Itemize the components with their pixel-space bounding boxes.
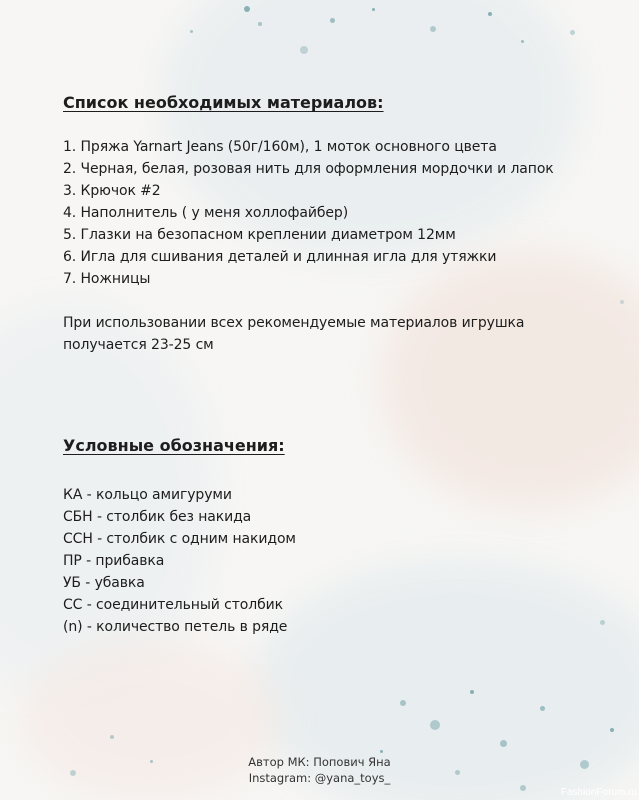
materials-heading: Список необходимых материалов: (63, 93, 384, 112)
legend-heading: Условные обозначения: (63, 436, 285, 455)
legend-item: СС - соединительный столбик (63, 597, 283, 613)
footer-instagram: Instagram: @yana_toys_ (248, 771, 391, 785)
legend-item: (n) - количество петель в ряде (63, 619, 288, 635)
footer-author: Автор МК: Попович Яна (248, 755, 391, 769)
watermark: FashionForum.ru (560, 787, 637, 798)
footer (0, 754, 639, 786)
legend-item: СБН - столбик без накида (63, 509, 252, 525)
materials-item: 5. Глазки на безопасном креплении диаметром 12мм (63, 227, 456, 243)
materials-note: При использовании всех рекомендуемые материалов игрушка (63, 315, 525, 331)
legend-item: ПР - прибавка (63, 553, 165, 569)
materials-item: 1. Пряжа Yarnart Jeans (50г/160м), 1 моток основного цвета (63, 139, 497, 155)
legend-item: КА - кольцо амигуруми (63, 487, 232, 503)
materials-item: 7. Ножницы (63, 271, 151, 287)
materials-note: получается 23-25 см (63, 337, 214, 353)
materials-item: 6. Игла для сшивания деталей и длинная игла для утяжки (63, 249, 497, 265)
legend-item: УБ - убавка (63, 575, 145, 591)
materials-item: 3. Крючок #2 (63, 183, 161, 199)
materials-item: 4. Наполнитель ( у меня холлофайбер) (63, 205, 349, 221)
legend-item: ССН - столбик с одним накидом (63, 531, 296, 547)
materials-item: 2. Черная, белая, розовая нить для оформления мордочки и лапок (63, 161, 554, 177)
